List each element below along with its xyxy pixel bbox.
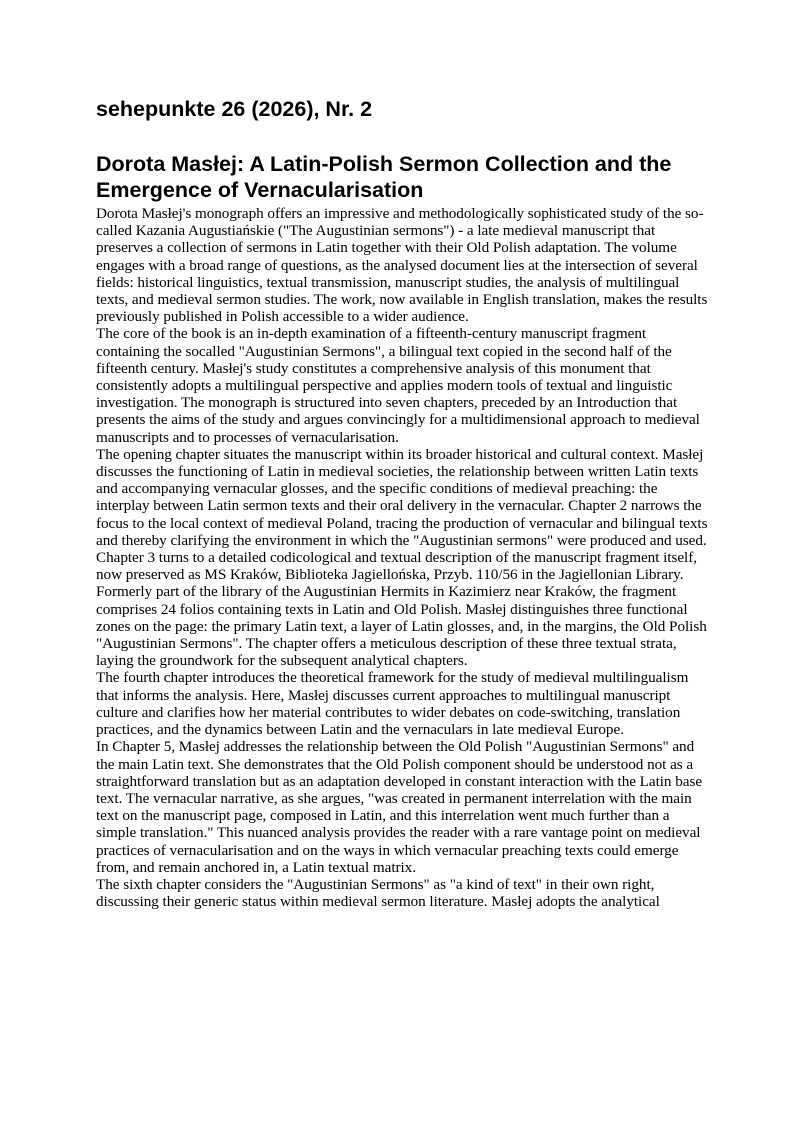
article-body bbox=[96, 205, 708, 910]
paragraph: The opening chapter situates the manuscript within its broader historical and cultural context. Masłej discusses the functioning of Latin in medieval societies, the relationship between written Latin texts and accompanying vernacular glosses, and the specific conditions of medieval preaching: the interplay between Latin sermon texts and their oral delivery in the vernacular. Chapter 2 narrows the focus to the local context of medieval Poland, tracing the production of vernacular and bilingual texts and thereby clarifying the environment in which the "Augustinian sermons" were produced and used. bbox=[96, 445, 708, 549]
article-title: Dorota Masłej: A Latin-Polish Sermon Collection and the Emergence of Vernacularisation bbox=[96, 152, 672, 202]
paragraph: Chapter 3 turns to a detailed codicological and textual description of the manuscript fragment itself, now preserved as MS Kraków, Biblioteka Jagiellońska, Przyb. 110/56 in the Jagiellonian Library. Formerly part of the library of the Augustinian Hermits in Kazimierz near Kraków, the fragment comprises 24 folios containing texts in Latin and Old Polish. Masłej distinguishes three functional zones on the page: the primary Latin text, a layer of Latin glosses, and, in the margins, the Old Polish "Augustinian Sermons". The chapter offers a meticulous description of these three textual strata, laying the groundwork for the subsequent analytical chapters. bbox=[96, 549, 707, 670]
paragraph: Dorota Masłej's monograph offers an impressive and methodologically sophisticated study of the so-called Kazania Augustiańskie ("The Augustinian sermons") - a late medieval manuscript that preserves a collection of sermons in Latin together with their Old Polish adaptation. The volume engages with a broad range of questions, as the analysed document lies at the intersection of several fields: historical linguistics, textual transmission, manuscript studies, the analysis of multilingual texts, and medieval sermon studies. The work, now available in English translation, makes the results previously published in Polish accessible to a wider audience. bbox=[96, 205, 708, 326]
paragraph: In Chapter 5, Masłej addresses the relationship between the Old Polish "Augustinian Sermons" and the main Latin text. She demonstrates that the Old Polish component should be understood not as a straightforward translation but as an adaptation developed in constant interaction with the Latin base text. The vernacular narrative, as she argues, "was created in permanent interrelation with the main text on the manuscript page, composed in Latin, and this interrelation went much further than a simple translation." This nuanced analysis provides the reader with a rare vantage point on medieval practices of vernacularisation and on the ways in which vernacular preaching texts could emerge from, and remain anchored in, a Latin textual matrix. bbox=[96, 738, 703, 876]
paragraph: The fourth chapter introduces the theoretical framework for the study of medieval multilingualism that informs the analysis. Here, Masłej discusses current approaches to multilingual manuscript culture and clarifies how her material contributes to wider debates on code-switching, translation practices, and the dynamics between Latin and the vernaculars in late medieval Europe. bbox=[96, 669, 689, 739]
journal-issue-title: sehepunkte 26 (2026), Nr. 2 bbox=[96, 97, 373, 121]
paragraph: The core of the book is an in-depth examination of a fifteenth-century manuscript fragment containing the socalled "Augustinian Sermons", a bilingual text copied in the second half of the fifteenth century. Masłej's study constitutes a comprehensive analysis of this monument that consistently adopts a multilingual perspective and applies modern tools of textual and linguistic investigation. The monograph is structured into seven chapters, preceded by an Introduction that presents the aims of the study and argues convincingly for a multidimensional approach to medieval manuscripts and to processes of vernacularisation. bbox=[96, 325, 700, 446]
paragraph: The sixth chapter considers the "Augustinian Sermons" as "a kind of text" in their own right, discussing their generic status within medieval sermon literature. Masłej adopts the analytical bbox=[96, 875, 660, 911]
document-page bbox=[96, 96, 708, 910]
